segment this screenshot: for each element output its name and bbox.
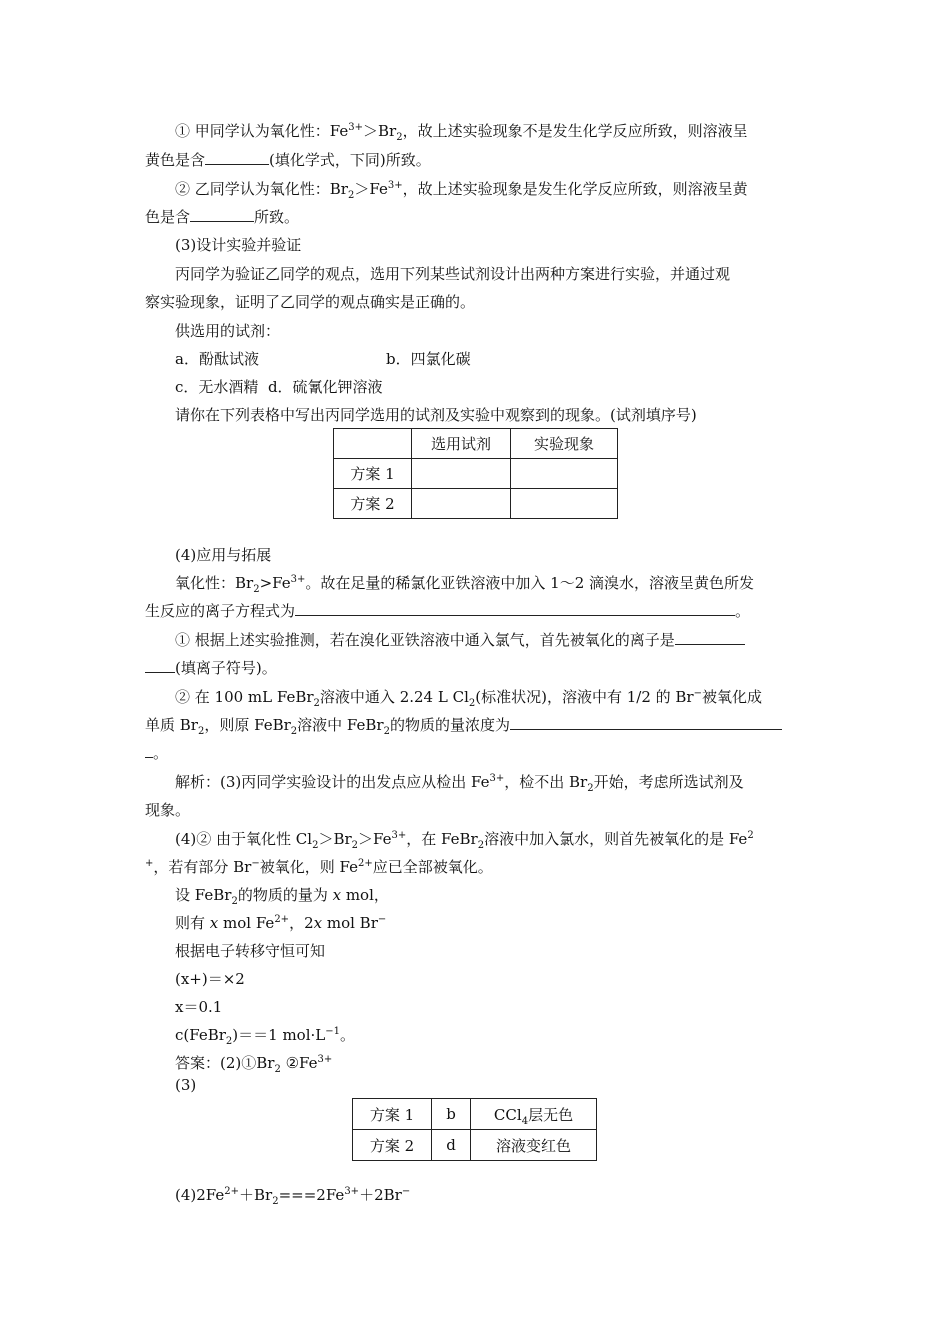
reagent-a: a．酚酞试液 — [175, 350, 259, 368]
table-cell-input[interactable] — [412, 489, 511, 519]
table-cell-input[interactable] — [511, 459, 618, 489]
question-2-1-line-2: 黄色是含 (填化学式，下同)所致。 — [145, 151, 431, 169]
reagent-b: b．四氯化碳 — [386, 350, 471, 368]
table-cell: d — [432, 1130, 471, 1161]
answer-line: (3) — [175, 1076, 197, 1094]
solution-line: +，若有部分 Br−被氧化，则 $Fe^{2+}$应已全部被氧化。 — [145, 858, 493, 876]
table-cell — [334, 429, 412, 459]
table-row-label: 方案 2 — [353, 1130, 432, 1161]
answer-line: 答案：$(2)①Br_2$ $②Fe^{3+}$ — [175, 1054, 333, 1075]
solution-line: (4)② 由于氧化性 $Cl_2>Br_2>Fe^{3+}$，在 FeBr$_2$溶液中加入氯水，则首先被氧化的是 Fe$^2$ — [175, 830, 754, 851]
question-4-1-line-1: ① 根据上述实验推测，若在溴化亚铁溶液中通入氯气，首先被氧化的离子是 — [175, 629, 745, 651]
calc-line: x＝0.1 — [175, 998, 223, 1016]
answer-blank[interactable] — [145, 742, 153, 758]
table-cell: CCl$_4$层无色 — [471, 1099, 597, 1130]
answer-blank[interactable] — [145, 657, 175, 673]
table-row-label: 方案 1 — [353, 1099, 432, 1130]
table-prompt: 请你在下列表格中写出丙同学选用的试剂及实验中观察到的现象。(试剂填序号) — [175, 406, 697, 424]
calc-line: 设 FeBr$_2$的物质的量为 x mol， — [175, 886, 389, 907]
table-header: 实验现象 — [511, 429, 618, 459]
table-cell-input[interactable] — [412, 459, 511, 489]
answer-blank[interactable] — [190, 206, 254, 222]
calc-line: 则有 x mol $Fe^{2+}$，2x mol Br− — [175, 914, 387, 932]
question-4-2-line-1: ② 在 100 mL FeBr$_2$溶液中通入 2.24 L $Cl_2$(标准状况)，溶液中有 1/2 的 Br−被氧化成 — [175, 688, 762, 709]
table-cell-input[interactable] — [511, 489, 618, 519]
table-row-label: 方案 1 — [334, 459, 412, 489]
table-header: 选用试剂 — [412, 429, 511, 459]
answer-table-2 — [352, 1098, 597, 1161]
reagent-cd: c．无水酒精 d．硫氰化钾溶液 — [175, 378, 383, 396]
answer-table-1 — [333, 428, 618, 519]
paragraph: 察实验现象，证明了乙同学的观点确实是正确的。 — [145, 293, 476, 311]
answer-blank[interactable] — [295, 600, 735, 616]
answer-blank[interactable] — [205, 149, 269, 165]
paragraph: 生反应的离子方程式为 。 — [145, 602, 751, 620]
calc-line: (x+)＝×2 — [175, 970, 245, 988]
calc-line: 根据电子转移守恒可知 — [175, 942, 326, 960]
question-4-2-line-3: 。 — [145, 742, 168, 764]
question-2-1-line-1: ① 甲同学认为氧化性：$Fe^{3+}>Br_2$，故上述实验现象不是发生化学反应所致，则溶液呈 — [175, 122, 748, 143]
table-cell: 溶液变红色 — [471, 1130, 597, 1161]
calc-line: c(FeBr$_2$)＝＝1 $mol\cdot L^{-1}$。 — [175, 1026, 356, 1047]
question-2-2-line-2: 色是含 所致。 — [145, 208, 300, 226]
question-4-1-line-2: (填离子符号)。 — [145, 657, 277, 679]
table-row-label: 方案 2 — [334, 489, 412, 519]
solution-line: 解析：(3)丙同学实验设计的出发点应从检出 $Fe^{3+}$，检不出 $Br_2$开始，考虑所选试剂及 — [175, 773, 744, 794]
paragraph: 氧化性：$Br_2>Fe^{3+}$。故在足量的稀氯化亚铁溶液中加入 1～2 滴溴水，溶液呈黄色所发 — [175, 574, 755, 595]
question-4-2-line-2: 单质 $Br_2$，则原 FeBr$_2$溶液中 FeBr$_2$的物质的量浓度为 — [145, 714, 782, 736]
reagent-title: 供选用的试剂： — [175, 322, 281, 340]
paragraph: 丙同学为验证乙同学的观点，选用下列某些试剂设计出两种方案进行实验，并通过观 — [175, 265, 731, 283]
answer-blank[interactable] — [510, 714, 782, 730]
solution-line: 现象。 — [145, 801, 191, 819]
answer-blank[interactable] — [675, 629, 745, 645]
table-cell: b — [432, 1099, 471, 1130]
section-3-title: (3)设计实验并验证 — [175, 236, 302, 254]
question-2-2-line-1: ② 乙同学认为氧化性：$Br_2>Fe^{3+}$，故上述实验现象是发生化学反应所致，则溶液呈黄 — [175, 180, 748, 201]
answer-equation: $(4)2Fe^{2+}+Br_2===2Fe^{3+}+2Br^-$ — [175, 1186, 411, 1207]
section-4-title: (4)应用与拓展 — [175, 546, 272, 564]
